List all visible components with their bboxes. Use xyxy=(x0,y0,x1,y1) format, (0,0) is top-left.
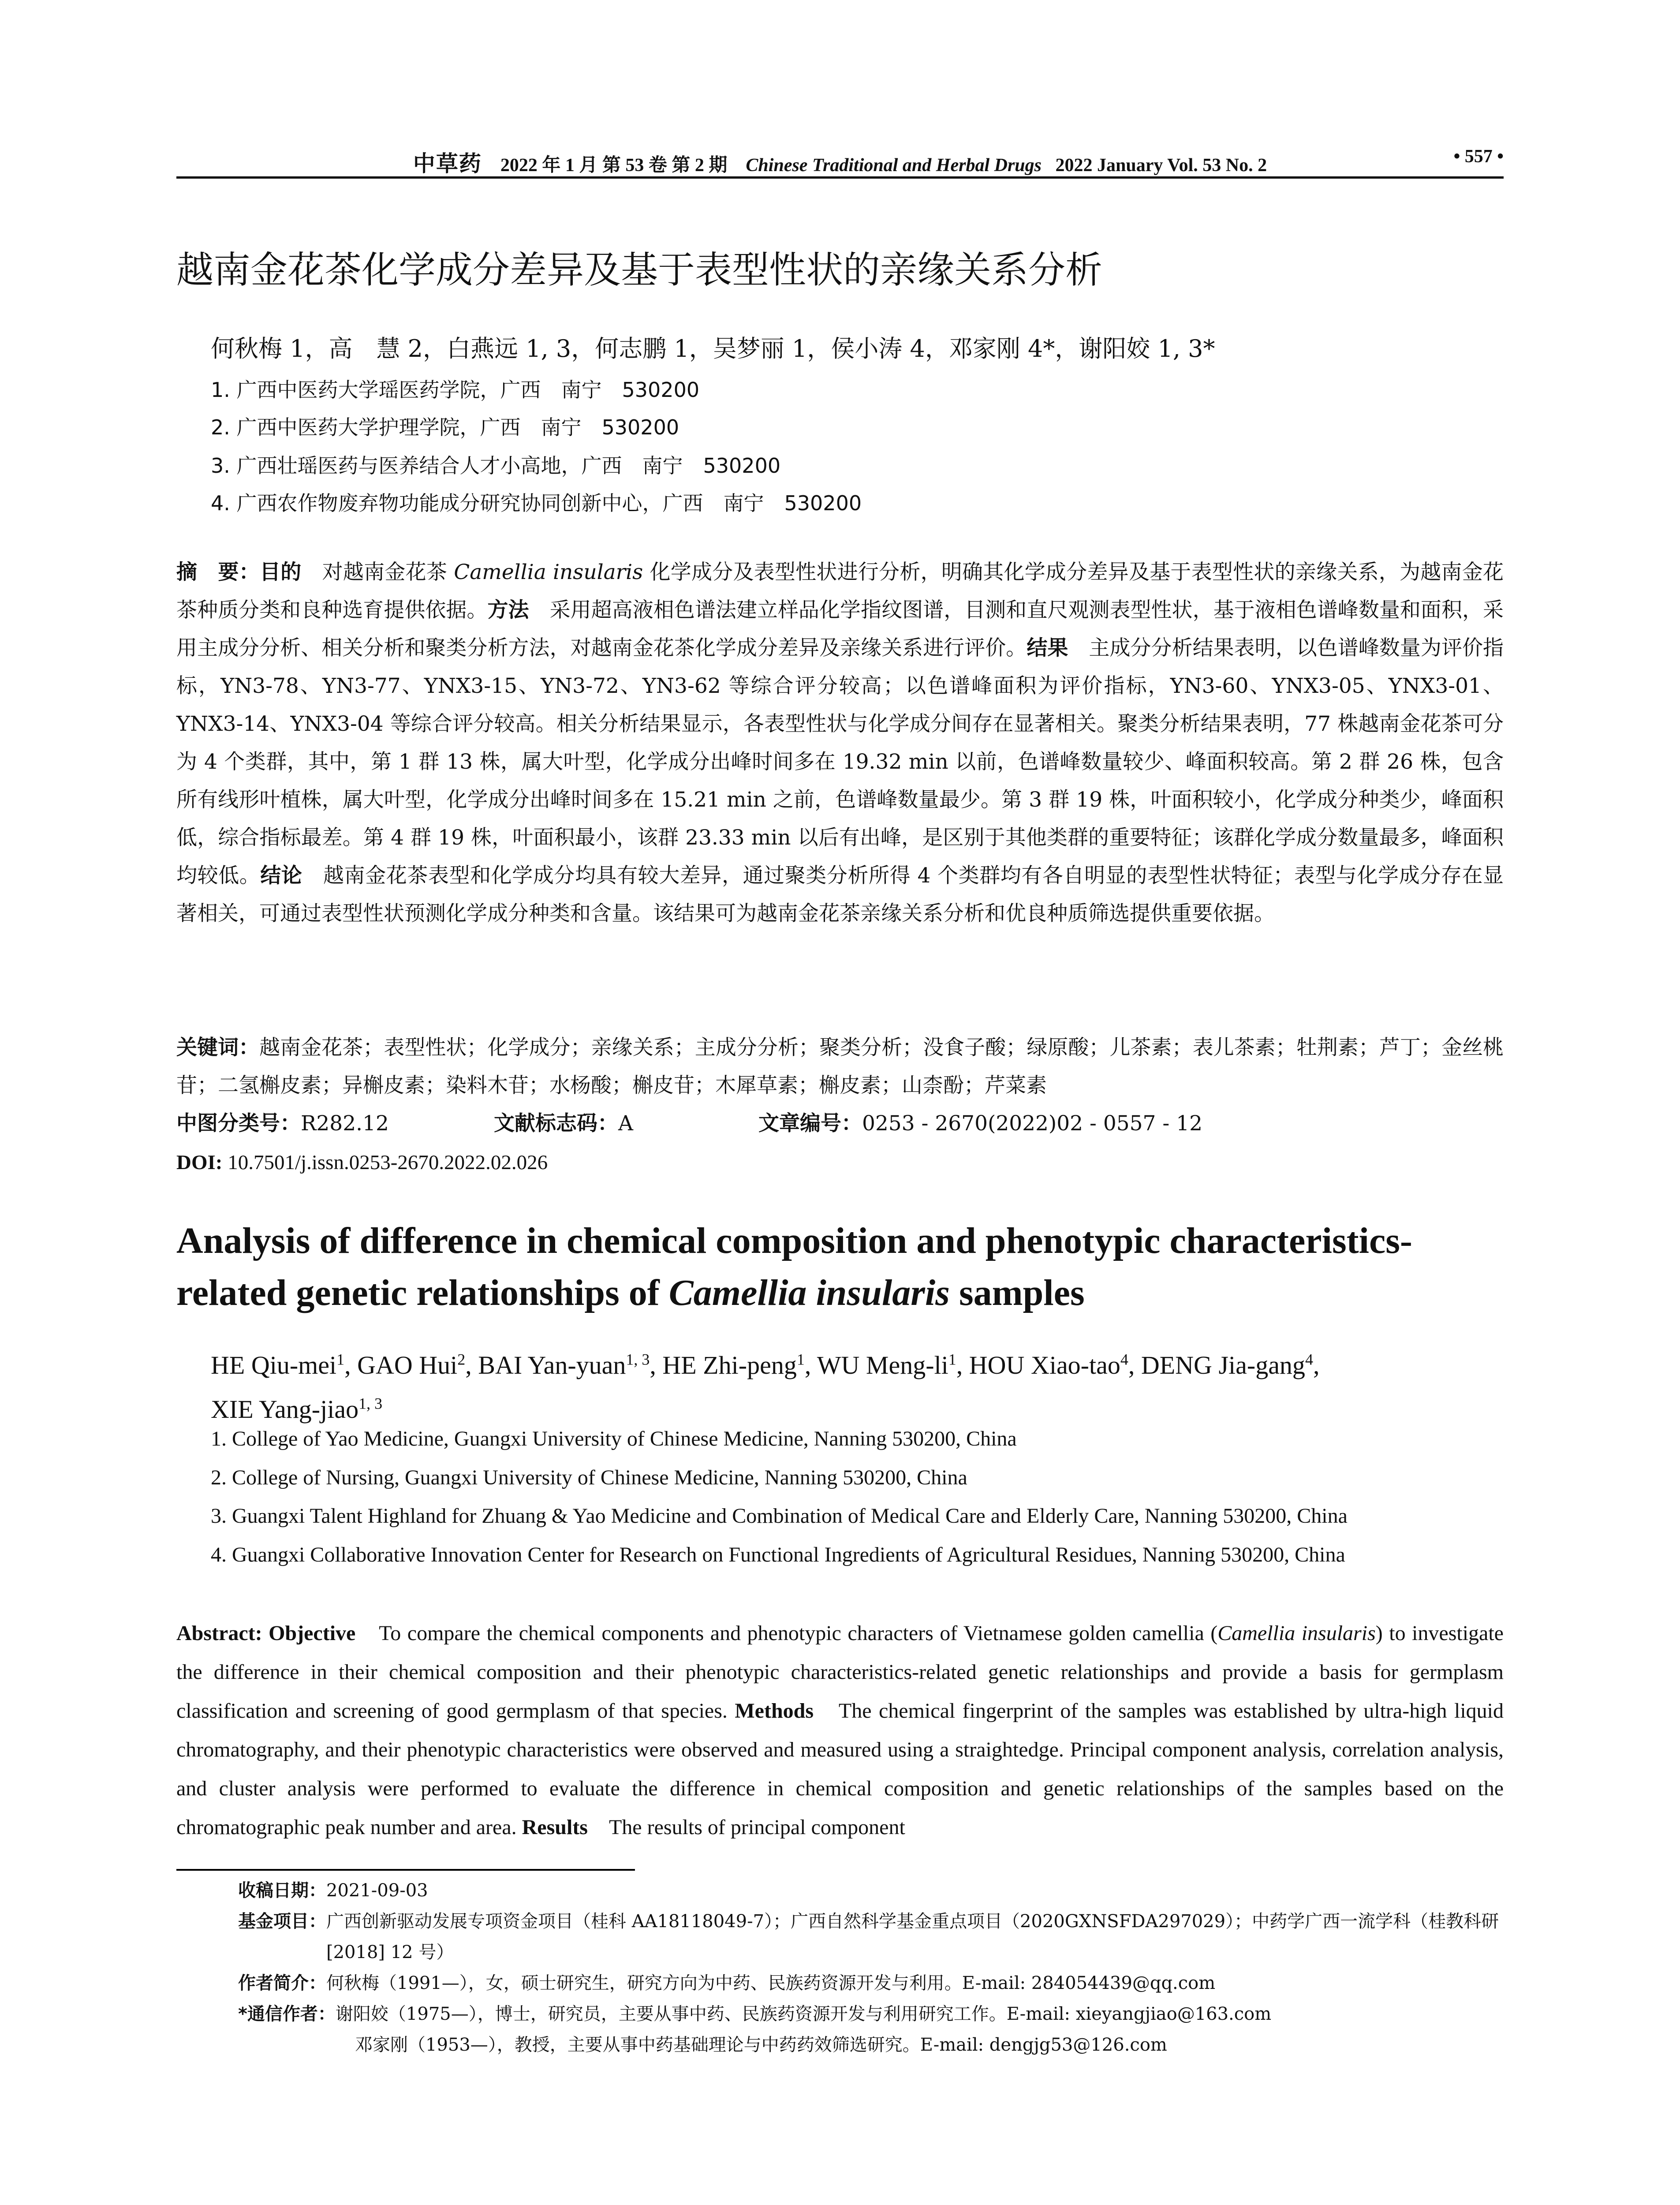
footnotes xyxy=(238,1875,1504,2060)
methods-label-en: Methods xyxy=(735,1699,814,1723)
author-en: BAI Yan-yuan$^{1, 3}$, xyxy=(478,1351,663,1380)
document-code xyxy=(494,1105,633,1143)
abstract-en xyxy=(176,1614,1504,1847)
title-en-pre: Analysis of difference in chemical composition and phenotypic characteristics-related genetic relationships of xyxy=(176,1220,1412,1313)
author-en: HOU Xiao-tao$^4$, xyxy=(969,1351,1141,1380)
footnote-corresponding-2: 邓家刚（1953—），教授，主要从事中药基础理论与中药药效筛选研究。E-mail: dengjg53@126.com xyxy=(355,2035,1167,2055)
clc-label: 中图分类号： xyxy=(176,1111,301,1136)
methods-cn: 采用超高液相色谱法建立样品化学指纹图谱，目测和直尺观测表型性状，基于液相色谱峰数量和面积，采用主成分分析、相关分析和聚类分析方法，对越南金花茶化学成分差异及亲缘关系进行评价。 xyxy=(176,598,1504,660)
doi-label: DOI: xyxy=(176,1151,223,1174)
clc-number xyxy=(176,1105,389,1143)
issue-en: 2022 January Vol. 53 No. 2 xyxy=(1055,155,1267,176)
objective-post-en: ) to investigate the difference in their chemical composition and their phenotypic characteristics-related genetic relationships and provide a basis for germplasm classification and screening of good germplasm of that species. xyxy=(176,1622,1504,1723)
clc-value: R282.12 xyxy=(301,1111,389,1136)
results-cn: 主成分分析结果表明，以色谱峰数量为评价指标，YN3-78、YN3-77、YNX3-15、YN3-72、YN3-62 等综合评分较高；以色谱峰面积为评价指标，YN3-60、YNX3-05、YNX3-01、YNX3-14、YNX3-04 等综合评分较高。相关分析结果显示，各表型性状与化学成分间存在显著相关。聚类分析结果表明，77 株越南金花茶可分为 4 个类群，其中，第 1 群 13 株，属大叶型，化学成分出峰时间多在 19.32 min 以前，色谱峰数量较少、峰面积较高。第 2 群 26 株，包含所有线形叶植株，属大叶型，化学成分出峰时间多在 15.21 min 之前，色谱峰数量最少。第 3 群 19 株，叶面积较小，化学成分种类少，峰面积低，综合指标最差。第 4 群 19 株，叶面积最小，该群 23.33 min 以后有出峰，是区别于其他类群的重要特征；该群化学成分数量最多，峰面积均较低。 xyxy=(176,636,1504,888)
footnote-rule xyxy=(176,1869,635,1871)
results-label-en: Results xyxy=(522,1816,588,1839)
header-rule xyxy=(176,176,1504,179)
results-en: The results of principal component xyxy=(587,1816,905,1839)
author-en: XIE Yang-jiao$^{1, 3}$ xyxy=(211,1394,383,1424)
species-name-en: Camellia insularis xyxy=(1217,1622,1376,1645)
affiliation-en-3: 3. Guangxi Talent Highland for Zhuang & Yao Medicine and Combination of Medical Care and Elderly Care, Nanning 530200, China xyxy=(211,1504,1348,1528)
affiliation-cn-3: 3. 广西壮瑶医药与医养结合人才小高地，广西 南宁 530200 xyxy=(211,454,781,478)
footnote-corresponding: *通信作者： 谢阳姣（1975—），博士，研究员，主要从事中药、民族药资源开发与利用研究工作。E-mail: xieyangjiao@163.com xyxy=(238,2004,1272,2024)
conclusion-cn: 越南金花茶表型和化学成分均具有较大差异，通过聚类分析所得 4 个类群均有各自明显的表型性状特征；表型与化学成分存在显著相关，可通过表型性状预测化学成分种类和含量。该结果可为越南金花茶亲缘关系分析和优良种质筛选提供重要依据。 xyxy=(176,863,1504,926)
affiliation-cn-1: 1. 广西中医药大学瑶医药学院，广西 南宁 530200 xyxy=(211,378,700,402)
objective-label-en: Objective xyxy=(262,1622,356,1645)
abstract-label-cn: 摘 要： xyxy=(176,560,260,584)
footnote-author-bio: 作者简介： 何秋梅（1991—），女，硕士研究生，研究方向为中药、民族药资源开发与利用。E-mail: 284054439@qq.com xyxy=(238,1973,1216,1993)
abstract-cn xyxy=(176,553,1504,933)
classification-line xyxy=(176,1105,1504,1143)
methods-en: The chemical fingerprint of the samples was established by ultra-high liquid chromatography, and their phenotypic characteristics were observed and measured using a straightedge. Principal component analysis, correlation analysis, and cluster analysis were performed to evaluate the difference in chemical composition and genetic relationships of the samples based on the chromatographic peak number and area. xyxy=(176,1699,1504,1839)
title-en xyxy=(176,1215,1504,1319)
affiliation-en-1: 1. College of Yao Medicine, Guangxi University of Chinese Medicine, Nanning 530200, China xyxy=(211,1427,1017,1450)
article-number xyxy=(758,1105,1202,1143)
abstract-label-en: Abstract: xyxy=(176,1622,262,1645)
running-header xyxy=(176,143,1504,174)
footnote-received: 收稿日期： 2021-09-03 xyxy=(238,1880,428,1901)
author-en: GAO Hui$^2$, xyxy=(357,1351,478,1380)
journal-logo: 中草药 xyxy=(413,150,482,176)
affiliation-en-4: 4. Guangxi Collaborative Innovation Center for Research on Functional Ingredients of Agricultural Residues, Nanning 530200, China xyxy=(211,1543,1345,1566)
results-label-cn: 结果 xyxy=(1027,636,1068,660)
objective-pre-cn: 对越南金花茶 xyxy=(301,560,454,584)
species-name-cn: Camellia insularis xyxy=(454,560,643,584)
footnote-fund: 基金项目： 广西创新驱动发展专项资金项目（桂科 AA18118049-7）；广西自然科学基金重点项目（2020GXNSFDA297029）；中药学广西一流学科（桂教科研 [2018] 12 号） xyxy=(238,1911,1499,1962)
affiliation-en-2: 2. College of Nursing, Guangxi University of Chinese Medicine, Nanning 530200, China xyxy=(211,1466,967,1489)
page-number: • 557 • xyxy=(1453,146,1504,167)
methods-label-cn: 方法 xyxy=(487,598,529,622)
doc-code-value: A xyxy=(618,1111,633,1136)
author-en: DENG Jia-gang$^4$, xyxy=(1141,1351,1320,1380)
affiliation-cn-4: 4. 广西农作物废弃物功能成分研究协同创新中心，广西 南宁 530200 xyxy=(211,491,862,515)
running-header-center xyxy=(176,146,1504,178)
authors-en xyxy=(211,1341,1490,1428)
title-cn: 越南金花茶化学成分差异及基于表型性状的亲缘关系分析 xyxy=(176,248,1103,292)
author-en: HE Qiu-mei$^1$, xyxy=(211,1351,358,1380)
doc-code-label: 文献标志码： xyxy=(494,1111,618,1136)
affiliation-cn-2: 2. 广西中医药大学护理学院，广西 南宁 530200 xyxy=(211,415,679,439)
doi-value[interactable]: 10.7501/j.issn.0253-2670.2022.02.026 xyxy=(222,1151,548,1174)
issue-cn: 2022 年 1 月 第 53 卷 第 2 期 xyxy=(500,155,728,176)
objective-pre-en: To compare the chemical components and phenotypic characters of Vietnamese golden camellia ( xyxy=(355,1622,1218,1645)
keywords-label-cn: 关键词： xyxy=(176,1035,260,1060)
article-no-label: 文章编号： xyxy=(758,1111,862,1136)
objective-label-cn: 目的 xyxy=(259,560,302,584)
authors-cn: 何秋梅 1，高 慧 2，白燕远 1, 3，何志鹏 1，吴梦丽 1，侯小涛 4，邓家刚 4*，谢阳姣 1, 3* xyxy=(211,335,1215,363)
author-en: HE Zhi-peng$^1$, xyxy=(662,1351,817,1380)
journal-name-en: Chinese Traditional and Herbal Drugs xyxy=(746,155,1042,176)
keywords-cn xyxy=(176,1029,1504,1105)
article-no-value: 0253 - 2670(2022)02 - 0557 - 12 xyxy=(862,1111,1203,1136)
keywords-list-cn: 越南金花茶；表型性状；化学成分；亲缘关系；主成分分析；聚类分析；没食子酸；绿原酸；儿茶素；表儿茶素；牡荆素；芦丁；金丝桃苷；二氢槲皮素；异槲皮素；染料木苷；水杨酸；槲皮苷；木犀草素；槲皮素；山柰酚；芹菜素 xyxy=(176,1035,1504,1098)
objective-post-cn: 化学成分及表型性状进行分析，明确其化学成分差异及基于表型性状的亲缘关系，为越南金花茶种质分类和良种选育提供依据。 xyxy=(176,560,1504,622)
author-en: WU Meng-$li^1$, xyxy=(817,1351,969,1380)
title-en-post: samples xyxy=(949,1272,1085,1313)
conclusion-label-cn: 结论 xyxy=(260,863,302,888)
title-en-species: Camellia insularis xyxy=(668,1272,950,1313)
doi-line xyxy=(176,1144,1504,1181)
